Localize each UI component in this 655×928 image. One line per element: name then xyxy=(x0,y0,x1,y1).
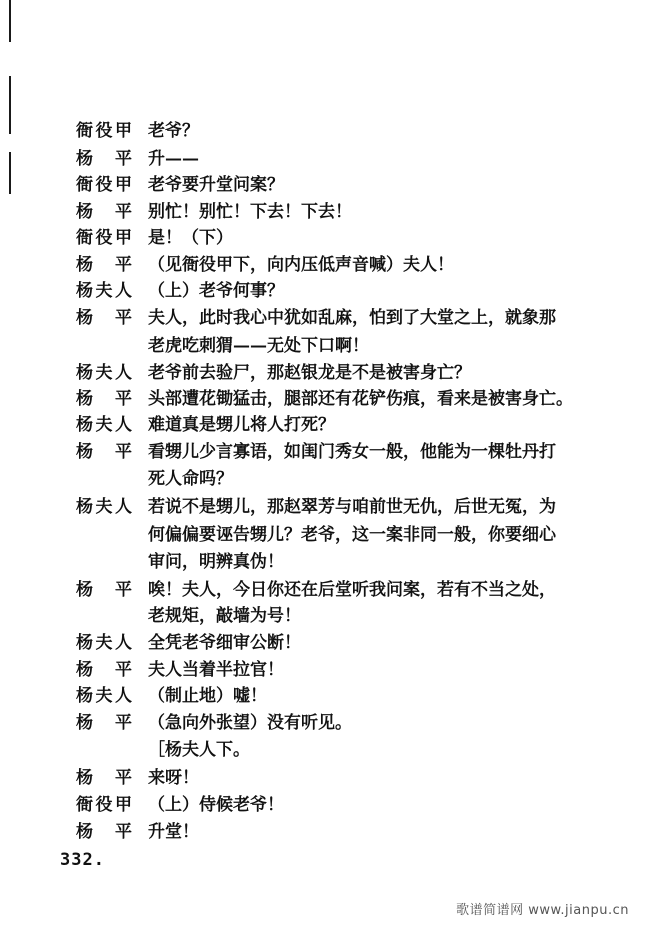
script-line xyxy=(0,333,655,359)
speech-text: （上）侍候老爷！ xyxy=(148,795,284,815)
speech-text: 老规矩，敲墙为号！ xyxy=(148,606,301,626)
script-line xyxy=(0,737,655,763)
speaker-name: 衙役甲 xyxy=(76,175,132,195)
script-line xyxy=(0,603,655,629)
speech-text: 全凭老爷细审公断！ xyxy=(148,633,301,653)
speech-text: 看甥儿少言寡语，如闺门秀女一般，他能为一棵牡丹打 xyxy=(148,442,556,462)
speech-text: 审问，明辨真伪！ xyxy=(148,552,284,572)
speech-text: 是！（下） xyxy=(148,228,233,248)
speaker-name: 杨夫人 xyxy=(76,497,132,517)
speech-text: （制止地）嘘！ xyxy=(148,686,267,706)
script-line xyxy=(0,225,655,251)
script-line xyxy=(0,577,655,603)
speech-text: 夫人当着半拉官！ xyxy=(148,660,284,680)
speech-text: 升—— xyxy=(148,149,199,169)
speaker-name: 杨夫人 xyxy=(76,686,132,706)
script-line xyxy=(0,172,655,198)
script-line xyxy=(0,386,655,412)
script-line xyxy=(0,549,655,575)
speaker-name: 杨 平 xyxy=(76,308,132,328)
script-line xyxy=(0,305,655,331)
script-line xyxy=(0,278,655,304)
script-line xyxy=(0,710,655,736)
script-line xyxy=(0,792,655,818)
speech-text: 若说不是甥儿，那赵翠芳与咱前世无仇，后世无冤，为 xyxy=(148,497,556,517)
page-number: 332. xyxy=(60,850,105,870)
speech-text: 头部遭花锄猛击，腿部还有花铲伤痕，看来是被害身亡。 xyxy=(148,389,573,409)
script-line xyxy=(0,199,655,225)
speech-text: 老爷要升堂问案？ xyxy=(148,175,284,195)
speech-text: 夫人，此时我心中犹如乱麻，怕到了大堂之上，就象那 xyxy=(148,308,556,328)
speaker-name: 杨 平 xyxy=(76,255,132,275)
speech-text: 唉！夫人，今日你还在后堂听我问案，若有不当之处， xyxy=(148,580,556,600)
speaker-name: 衙役甲 xyxy=(76,795,132,815)
script-line xyxy=(0,439,655,465)
script-line xyxy=(0,765,655,791)
speaker-name: 杨夫人 xyxy=(76,633,132,653)
speaker-name: 衙役甲 xyxy=(76,121,132,141)
script-line xyxy=(0,657,655,683)
script-line xyxy=(0,522,655,548)
script-line xyxy=(0,683,655,709)
speaker-name: 杨 平 xyxy=(76,442,132,462)
speaker-name: 杨 平 xyxy=(76,768,132,788)
speaker-name: 杨 平 xyxy=(76,202,132,222)
stage-direction: ［杨夫人下。 xyxy=(148,740,250,760)
speech-text: 来呀！ xyxy=(148,768,199,788)
speaker-name: 杨 平 xyxy=(76,580,132,600)
binding-margin-line xyxy=(9,0,11,42)
speech-text: 老爷？ xyxy=(148,121,199,141)
speech-text: （见衙役甲下，向内压低声音喊）夫人！ xyxy=(148,255,454,275)
script-line xyxy=(0,494,655,520)
speech-text: 老爷前去验尸，那赵银龙是不是被害身亡？ xyxy=(148,363,471,383)
speaker-name: 杨夫人 xyxy=(76,363,132,383)
speaker-name: 杨 平 xyxy=(76,660,132,680)
speech-text: （急向外张望）没有听见。 xyxy=(148,713,352,733)
speech-text: 别忙！别忙！下去！下去！ xyxy=(148,202,352,222)
script-line xyxy=(0,466,655,492)
script-line xyxy=(0,360,655,386)
script-line xyxy=(0,252,655,278)
speaker-name: 衙役甲 xyxy=(76,228,132,248)
speech-text: 死人命吗？ xyxy=(148,469,233,489)
speech-text: 何偏偏要诬告甥儿？老爷，这一案非同一般，你要细心 xyxy=(148,525,556,545)
site-watermark: 歌谱简谱网 www.jianpu.cn xyxy=(456,903,629,918)
speaker-name: 杨 平 xyxy=(76,389,132,409)
speaker-name: 杨夫人 xyxy=(76,415,132,435)
script-line xyxy=(0,630,655,656)
speaker-name: 杨 平 xyxy=(76,149,132,169)
speech-text: 难道真是甥儿将人打死？ xyxy=(148,415,335,435)
script-line xyxy=(0,819,655,845)
speech-text: 老虎吃刺猬——无处下口啊！ xyxy=(148,336,369,356)
speaker-name: 杨 平 xyxy=(76,822,132,842)
speaker-name: 杨 平 xyxy=(76,713,132,733)
script-line xyxy=(0,146,655,172)
speech-text: 升堂！ xyxy=(148,822,199,842)
speech-text: （上）老爷何事？ xyxy=(148,281,284,301)
speaker-name: 杨夫人 xyxy=(76,281,132,301)
script-line xyxy=(0,118,655,144)
script-line xyxy=(0,412,655,438)
